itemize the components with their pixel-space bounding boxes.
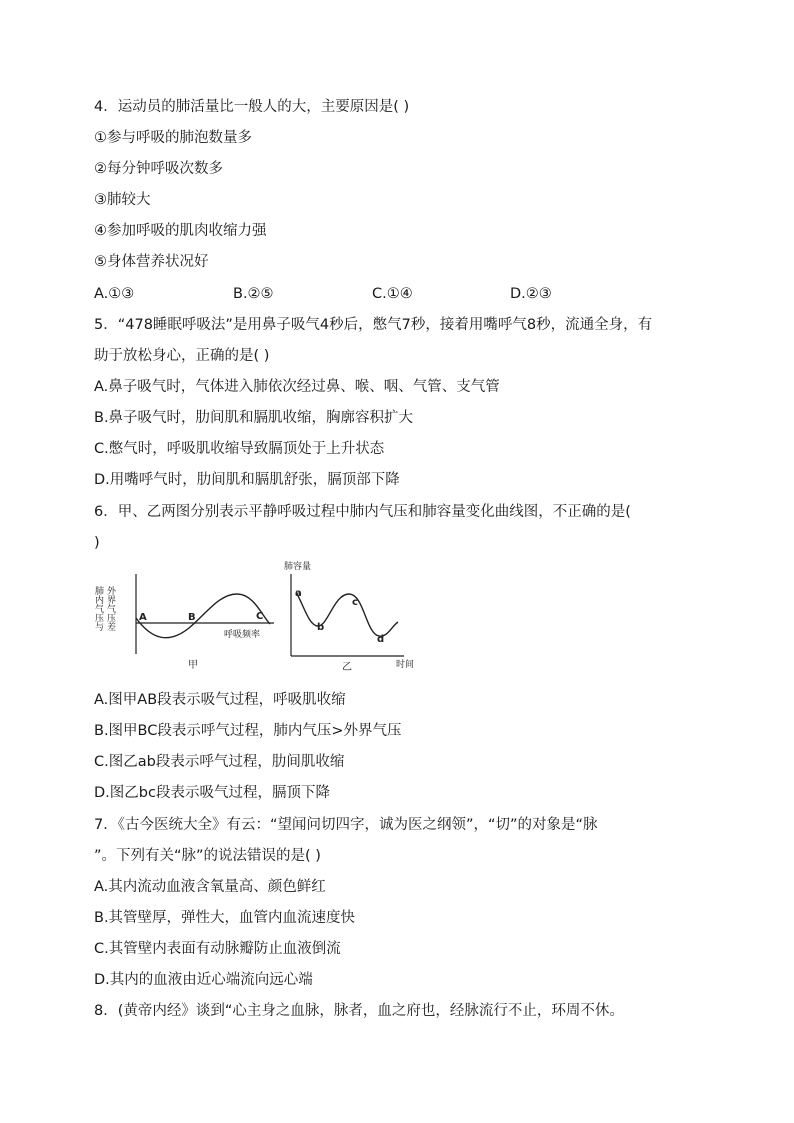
question-6-stem-line1: 6．甲、乙两图分别表示平静呼吸过程中肺内气压和肺容量变化曲线图，不正确的是(	[94, 504, 631, 520]
yi-point-c: c	[352, 597, 358, 608]
q6-option-a[interactable]: A.图甲AB段表示吸气过程，呼吸肌收缩	[94, 692, 346, 708]
question-6-stem-line2: )	[94, 535, 100, 551]
jia-ylabel-col2: 外界气压差	[105, 586, 115, 631]
q6-option-b[interactable]: B.图甲BC段表示呼气过程，肺内气压>外界气压	[94, 723, 402, 739]
q4-item-2: ②每分钟呼吸次数多	[94, 161, 223, 177]
q7-option-b[interactable]: B.其管壁厚，弹性大，血管内血流速度快	[94, 910, 356, 926]
q4-item-3: ③肺较大	[94, 192, 151, 208]
q5-option-c[interactable]: C.憋气时，呼吸肌收缩导致膈顶处于上升状态	[94, 441, 385, 457]
yi-point-d: d	[377, 634, 385, 645]
figure-yi	[284, 560, 414, 673]
yi-ylabel: 肺容量	[284, 562, 312, 572]
yi-point-a: a	[295, 588, 302, 599]
q4-item-4: ④参加呼吸的肌肉收缩力强	[94, 223, 267, 239]
question-7-stem-line2: ”。下列有关“脉”的说法错误的是( )	[94, 848, 321, 864]
jia-point-a: A	[139, 612, 147, 623]
yi-xlabel: 时间	[396, 660, 415, 670]
q5-option-b[interactable]: B.鼻子吸气时，肋间肌和膈肌收缩，胸廓容积扩大	[94, 410, 414, 426]
question-4-stem: 4．运动员的肺活量比一般人的大，主要原因是( )	[94, 99, 410, 115]
q4-option-b[interactable]: B.②⑤	[233, 286, 274, 302]
q4-item-5: ⑤身体营养状况好	[94, 254, 209, 270]
yi-point-b: b	[317, 622, 325, 633]
yi-caption: 乙	[342, 662, 352, 673]
jia-point-c: C	[256, 611, 264, 622]
jia-ylabel-col1: 肺内气压与	[94, 586, 103, 631]
q4-option-d[interactable]: D.②③	[510, 286, 552, 302]
q7-option-c[interactable]: C.其管壁内表面有动脉瓣防止血液倒流	[94, 941, 341, 957]
question-7-stem-line1: 7．《古今医统大全》有云：“望闻问切四字，诚为医之纲领”，“切”的对象是“脉	[94, 817, 598, 833]
q6-option-d[interactable]: D.图乙bc段表示吸气过程，膈顶下降	[94, 785, 330, 801]
jia-xlabel: 呼吸频率	[224, 630, 261, 640]
figure-jia	[94, 574, 274, 671]
q6-figure-svg	[94, 556, 424, 676]
q4-item-1: ①参与呼吸的肺泡数量多	[94, 130, 252, 146]
jia-caption: 甲	[188, 660, 198, 671]
yi-volume-curve	[296, 592, 398, 636]
q5-option-d[interactable]: D.用嘴呼气时，肋间肌和膈肌舒张，膈顶部下降	[94, 472, 400, 488]
q6-option-c[interactable]: C.图乙ab段表示呼气过程，肋间肌收缩	[94, 754, 345, 770]
q7-option-d[interactable]: D.其内的血液由近心端流向远心端	[94, 972, 313, 988]
question-8-stem-line1: 8．(黄帝内经》谈到“心主身之血脉，脉者，血之府也，经脉流行不止，环周不休。	[94, 1003, 624, 1019]
q4-option-c[interactable]: C.①④	[372, 286, 413, 302]
q6-figure	[94, 556, 424, 676]
q4-option-a[interactable]: A.①③	[94, 286, 135, 302]
question-5-stem-line2: 助于放松身心，正确的是( )	[94, 348, 270, 364]
q7-option-a[interactable]: A.其内流动血液含氧量高、颜色鲜红	[94, 879, 326, 895]
q5-option-a[interactable]: A.鼻子吸气时，气体进入肺依次经过鼻、喉、咽、气管、支气管	[94, 379, 500, 395]
question-5-stem-line1: 5．“478睡眠呼吸法”是用鼻子吸气4秒后，憋气7秒，接着用嘴呼气8秒，流通全身，有	[94, 317, 653, 333]
jia-point-b: B	[188, 612, 196, 623]
